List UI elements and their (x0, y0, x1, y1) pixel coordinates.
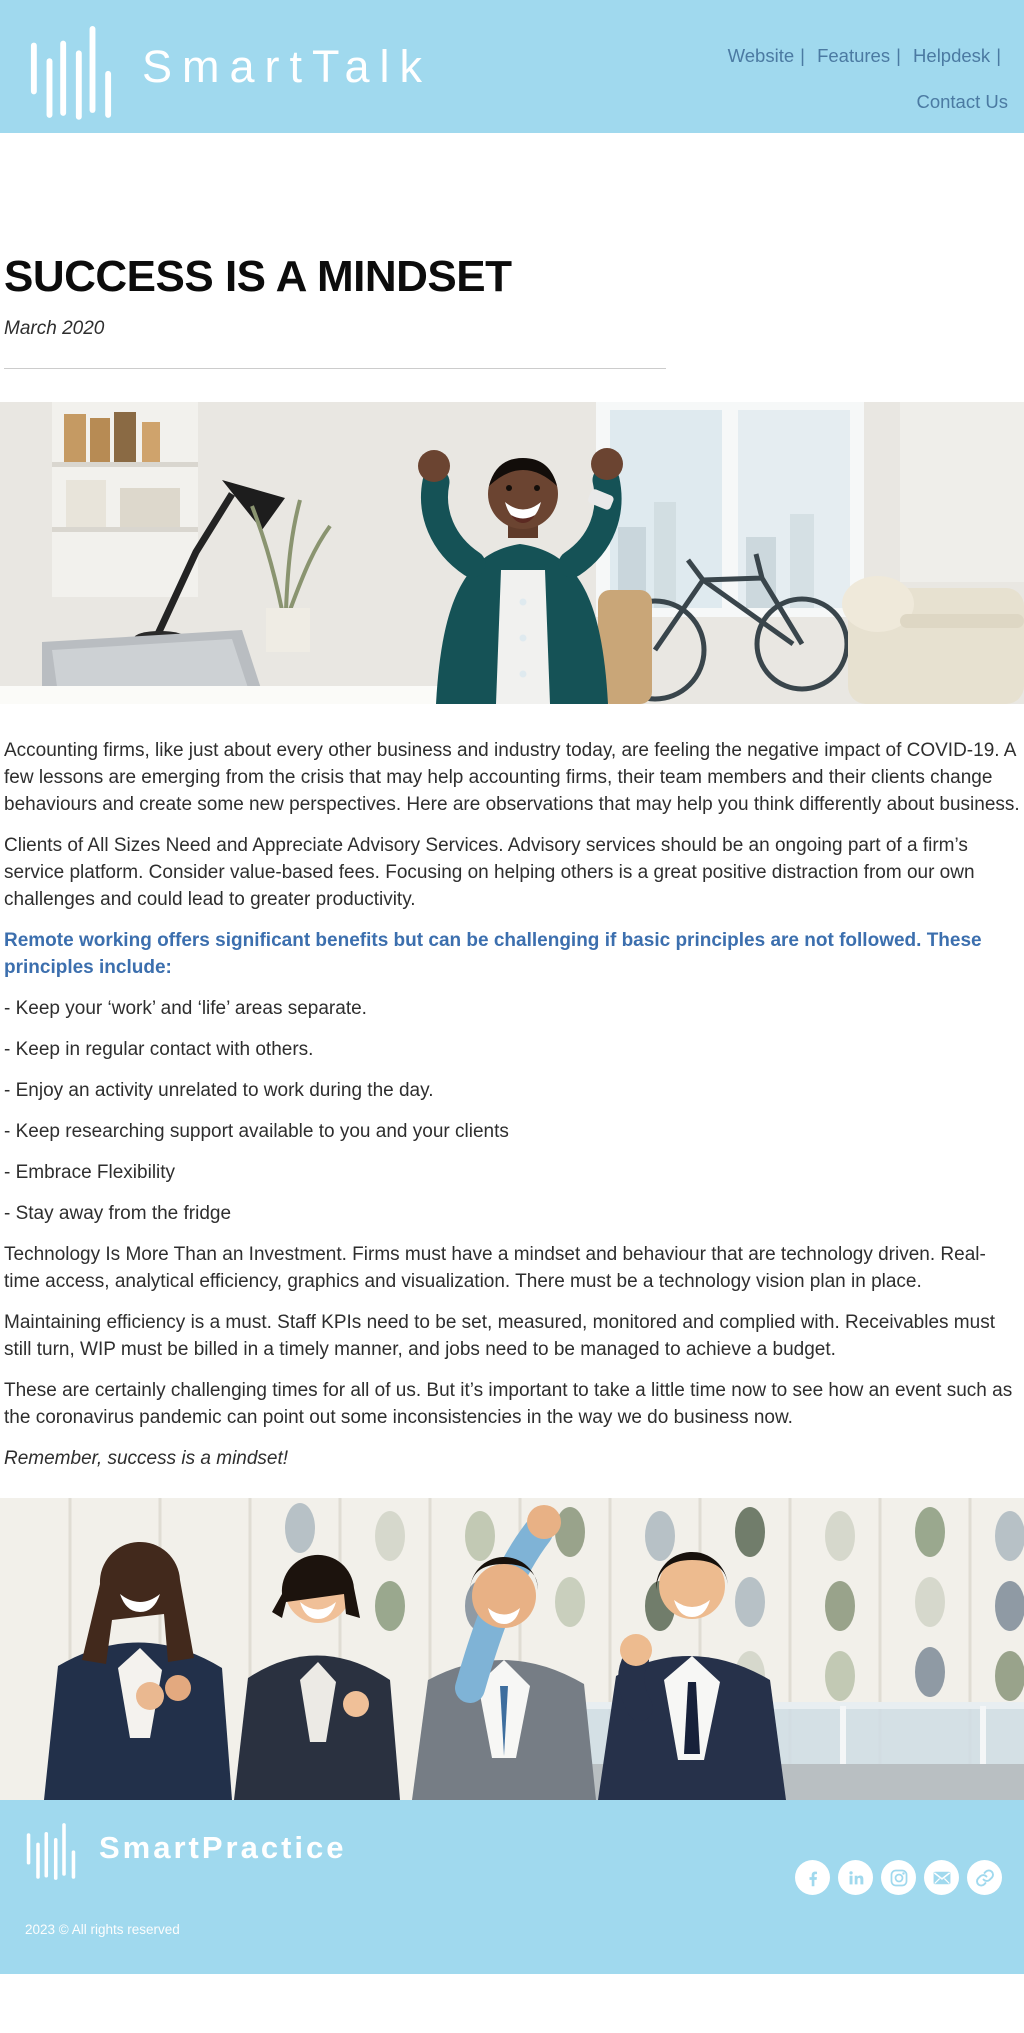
nav-separator: | (996, 44, 1001, 66)
linkedin-icon (845, 1867, 867, 1889)
list-item: - Stay away from the fridge (4, 1203, 232, 1224)
paragraph: Technology Is More Than an Investment. Firms must have a mindset and behaviour that are technology driven. Real-time access, analytical efficiency, graphics and visualization. There must be a technology vision plan in place. (4, 1244, 986, 1292)
list-item: - Keep your ‘work’ and ‘life’ areas separate. (4, 998, 367, 1019)
office-celebration-illustration (0, 402, 1024, 704)
social-link-facebook[interactable] (795, 1860, 830, 1895)
header (0, 0, 1024, 133)
footer-logo[interactable] (25, 1814, 445, 1882)
soundwave-icon (28, 11, 114, 123)
header-nav (696, 9, 1008, 125)
closing-note: Remember, success is a mindset! (4, 1448, 289, 1469)
social-link-email[interactable] (924, 1860, 959, 1895)
paragraph: Accounting firms, like just about every other business and industry today, are feeling the negative impact of COVID-19. A few lessons are emerging from the crisis that may help accounting firms, their team members and their clients change behaviours and create some new perspectives. Here are observations that may help you think differently about business. (4, 740, 1020, 815)
hero-image (0, 402, 1024, 704)
instagram-icon (888, 1867, 910, 1889)
footer (0, 1800, 1024, 1974)
nav-link-contact-us[interactable]: Contact Us (916, 90, 1008, 112)
list-item: - Keep researching support available to you and your clients (4, 1121, 509, 1142)
list-item: - Enjoy an activity unrelated to work during the day. (4, 1080, 434, 1101)
paragraph: These are certainly challenging times for all of us. But it’s important to take a little time now to see how an event such as the coronavirus pandemic can point out some inconsistencies in the way we do business now. (4, 1380, 1013, 1428)
soundwave-icon (25, 1814, 77, 1882)
brand-name: SmartTalk (142, 40, 433, 92)
social-link-website[interactable] (967, 1860, 1002, 1895)
copyright: 2023 © All rights reserved (25, 1922, 180, 1937)
nav-link-features[interactable]: Features (817, 44, 891, 66)
social-link-instagram[interactable] (881, 1860, 916, 1895)
email-icon (931, 1867, 953, 1889)
list-item: - Keep in regular contact with others. (4, 1039, 314, 1060)
paragraph: Clients of All Sizes Need and Appreciate Advisory Services. Advisory services should be an ongoing part of a firm’s service platform. Consider value-based fees. Focusing on helping others is a great positive distraction from our own challenges and could lead to greater productivity. (4, 835, 975, 910)
paragraph: Maintaining efficiency is a must. Staff KPIs need to be set, measured, monitored and complied with. Receivables must still turn, WIP must be billed in a timely manner, and jobs need to be managed to achieve a budget. (4, 1312, 995, 1360)
nav-link-helpdesk[interactable]: Helpdesk (913, 44, 991, 66)
team-celebration-illustration (0, 1498, 1024, 1800)
link-icon (974, 1867, 996, 1889)
article (0, 253, 1024, 1800)
brand-logo[interactable] (28, 11, 432, 123)
nav-separator: | (800, 44, 805, 66)
social-links (795, 1860, 1002, 1895)
highlight-paragraph: Remote working offers significant benefits but can be challenging if basic principles are not followed. These principles include: (4, 930, 982, 978)
page-title: SUCCESS IS A MINDSET (4, 252, 512, 301)
social-link-linkedin[interactable] (838, 1860, 873, 1895)
secondary-image (0, 1498, 1024, 1800)
article-date: March 2020 (4, 318, 105, 339)
divider (4, 368, 666, 369)
list-item: - Embrace Flexibility (4, 1162, 176, 1183)
footer-brand-name: SmartPractice (99, 1830, 347, 1865)
nav-link-website[interactable]: Website (727, 44, 795, 66)
nav-separator: | (896, 44, 901, 66)
facebook-icon (802, 1867, 824, 1889)
